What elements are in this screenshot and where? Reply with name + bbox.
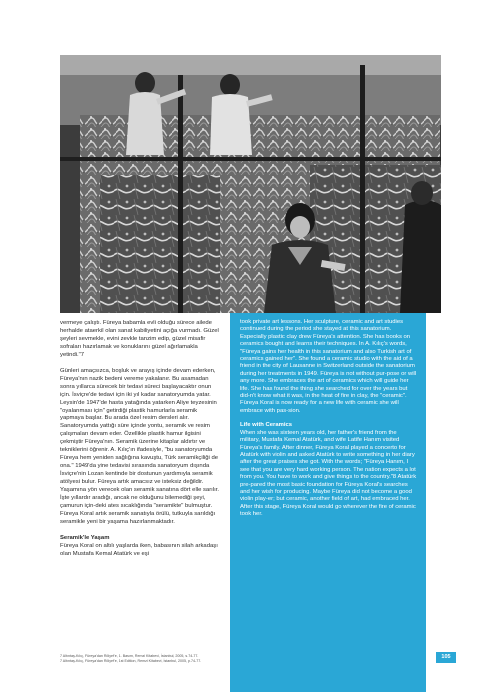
body-paragraph: vermeye çalıştı. Füreya babamla evli olduğu sürece ailede herhalde ataerkil olan sanat kabiliyetini açığa vurmadı. Güzel şeyleri sevmekle, evini zevkle tanzim edip, güzel misafir sofraları hazırlamak ve konuklarını güzel ağırlamakla yetindi."7 bbox=[60, 320, 219, 358]
section-heading: Life with Ceramics bbox=[240, 422, 293, 429]
page-number: 105 bbox=[436, 652, 456, 663]
section-heading: Seramik'le Yaşam bbox=[60, 534, 110, 541]
footnote: 7 Altıntaş-Kılıç, Füreya'dan Rölyef'e, 1. Basım, Remzi Kitabevi, İstanbul, 2005, s.74-77. bbox=[60, 654, 199, 658]
english-text-column bbox=[230, 313, 426, 692]
body-paragraph: Günleri amaçsızca, boşluk ve arayış içinde devam ederken, Füreya'nın nazik bedeni vereme yakalanır. Bu asamadan sonra yıllarca sürecek bir tedavi süreci başlayacaktır onun için. İsviçre'de tedavi için iki yıl kadar sanatoryumda yatar. Leysin'de 1947'de hasta yatağında yatarken Aliye teyzesinin "oyalanması için" getirdiği plastik hamurlarla seramik yapmaya başlar. Bu arada özel resim dersleri alır. Sanatoryumda yattığı süre içinde yontu, seramik ve resim çalışmaları devam eder. Özellikle plastik hamur ilgisini çekmiştir Füreya'nın. Seramik üzerine kitaplar aldırtır ve tekniklerini öğrenir. A. Kılıç'ın ifadesiyle, "bu sanatoryumda Füreya hem yeniden sağlığına kavuştu, Türk seramikçiliği de ona." 1949'da yine tedavisi sırasında sanatoryum dışında İsviçre'nin Lozan kentinde bir dostunun yardımıyla seramik atölyesi bulur. Füreya artık amacsız ve isteksiz değildir. Yaşamına yön verecek olan seramik sanatına dört elle sarılır. İşte yıllardır aradığı, ancak ne olduğunu bilemediği şeyi, çamurun için-deki ates sıcaklığında "seramikte" bulmuştur. Füreya Koral artık seramik sanatıyla örülü, tutkuyla sarıldığı seramikle yeni bir yaşama hazırlanmaktadır. bbox=[60, 367, 220, 525]
footnotes bbox=[60, 654, 228, 664]
turkish-text-column bbox=[60, 320, 220, 567]
body-paragraph: took private art lessons. Her sculpture, ceramic and art studies continued during the period she stayed at this sanatorium. Especially plastic clay drew Füreya's attention. She has books on ceramics bought and learns their techniques. In A. Kılıç's words, "Füreya gains her health in this sanatorium and also Turkish art of ceramics gained her". She found a ceramic studio with the aid of a friend in the city of Lausanne in Switzerland outside the sanatorium during her treatments in 1949. Füreya is not without pur-pose or will any more. She embraces the art of ceramics which will guide her life. She has found the thing she searched for over the years but did-n't know what it was, in the heat of fire in clay, the "ceramic". Füreya Koral is now ready for a new life with ceramic she will embrace with pas-sion. bbox=[240, 319, 417, 414]
body-paragraph: When she was sixteen years old, her father's friend from the military, Mustafa Kemal Atatürk, and wife Latife Hanım visited Füreya's family. After dinner, Füreya Koral played a concerto for Atatürk with violin and asked Atatürk to write something in her diary after the great praises she got. With the words; "Füreya Hanım, I see that you are very hard working person. The nation expects a lot from you. You have to work and give things to the country."8 Atatürk pre-pared the most basic foundation for Füreya Koral's searches and her wish for producing. Maybe Füreya did not become a good violin play-er; but ceramic, another field of art, had embraced her. After this stage, Füreya Koral would go wherever the fire of ceramic took her. bbox=[240, 429, 417, 518]
body-paragraph: Füreya Koral on altılı yaşlarda iken, babasının silah arkadaşı olan Mustafa Kemal Atatürk ve eşi bbox=[60, 542, 218, 557]
ceramic-mural-photo bbox=[60, 55, 441, 313]
footnote: 7 Altıntaş-Kılıç, Füreya'dan Rölyef'e, 1st Edition, Remzi Kitabevi, İstanbul, 2005, p.74-77. bbox=[60, 659, 202, 663]
